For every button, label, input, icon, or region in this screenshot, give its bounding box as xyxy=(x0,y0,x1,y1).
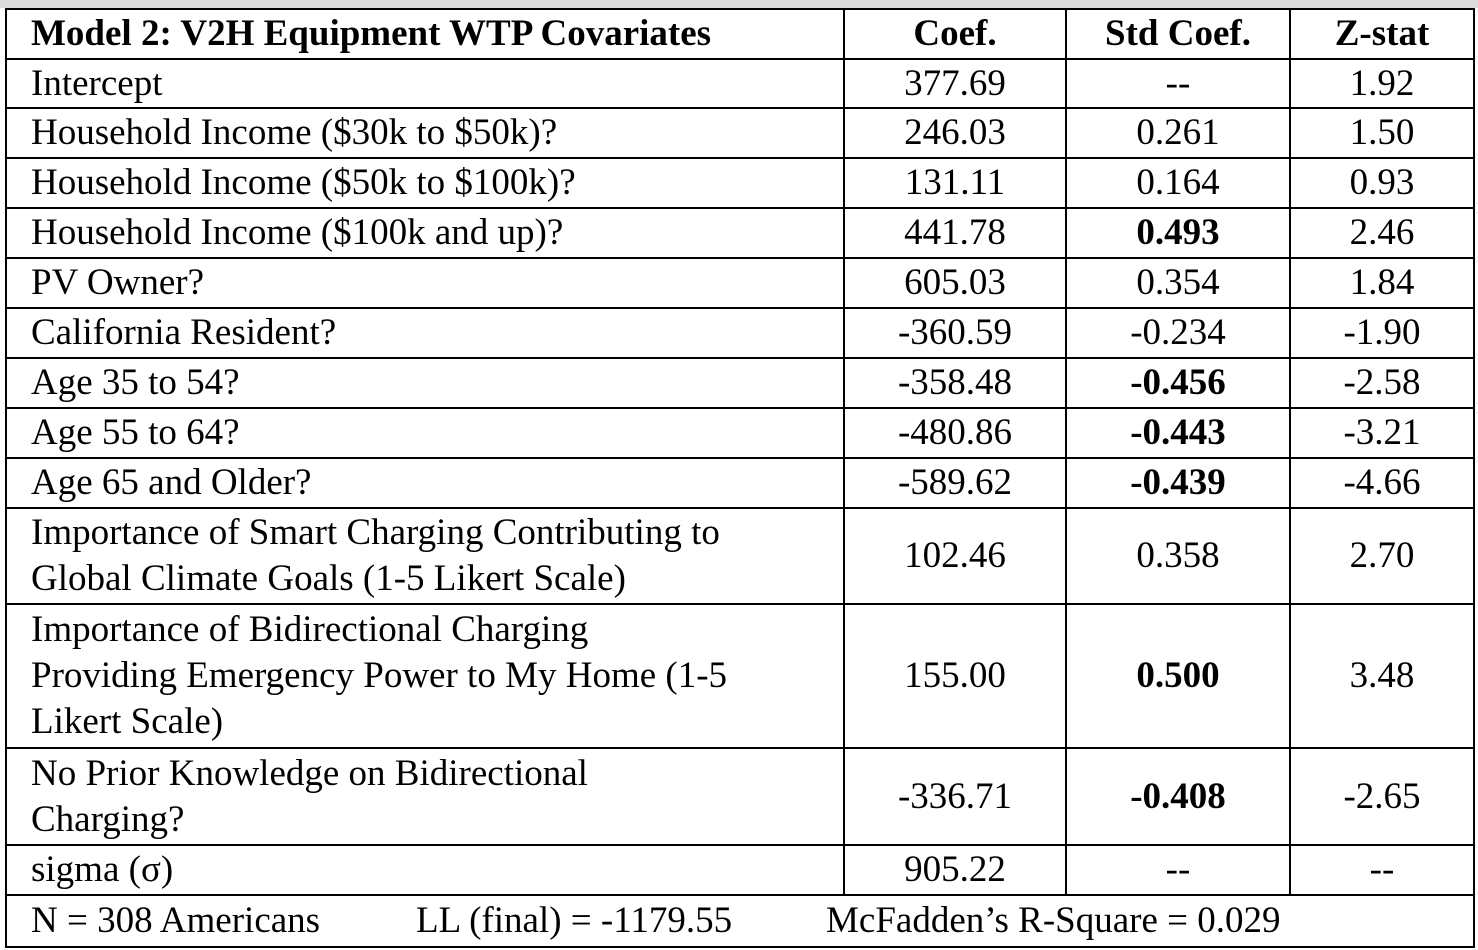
z-stat-cell: -2.58 xyxy=(1290,358,1474,408)
header-std-coef: Std Coef. xyxy=(1066,9,1290,59)
table-header-row xyxy=(6,9,1474,59)
table-row xyxy=(6,308,1474,358)
std-coef-cell: -0.456 xyxy=(1066,358,1290,408)
table-row xyxy=(6,845,1474,895)
table-row xyxy=(6,748,1474,845)
coef-cell: 605.03 xyxy=(844,258,1066,308)
std-coef-cell: -0.234 xyxy=(1066,308,1290,358)
wtp-covariates-table xyxy=(5,8,1475,948)
covariate-label: Age 65 and Older? xyxy=(6,458,844,508)
covariate-label: PV Owner? xyxy=(6,258,844,308)
table-row xyxy=(6,59,1474,108)
coef-cell: -589.62 xyxy=(844,458,1066,508)
table-row xyxy=(6,108,1474,158)
header-coef: Coef. xyxy=(844,9,1066,59)
coef-cell: 441.78 xyxy=(844,208,1066,258)
covariate-label: sigma (σ) xyxy=(6,845,844,895)
table-row xyxy=(6,258,1474,308)
std-coef-cell: 0.164 xyxy=(1066,158,1290,208)
std-coef-cell: -- xyxy=(1066,845,1290,895)
covariate-label: Age 35 to 54? xyxy=(6,358,844,408)
coef-cell: -358.48 xyxy=(844,358,1066,408)
z-stat-cell: 2.70 xyxy=(1290,508,1474,604)
coef-cell: 155.00 xyxy=(844,604,1066,748)
z-stat-cell: -2.65 xyxy=(1290,748,1474,845)
std-coef-cell: -- xyxy=(1066,59,1290,108)
top-border-band xyxy=(0,0,1478,8)
covariate-label: Household Income ($50k to $100k)? xyxy=(6,158,844,208)
z-stat-cell: -3.21 xyxy=(1290,408,1474,458)
coef-cell: -336.71 xyxy=(844,748,1066,845)
z-stat-cell: -1.90 xyxy=(1290,308,1474,358)
std-coef-cell: -0.439 xyxy=(1066,458,1290,508)
covariate-label: Intercept xyxy=(6,59,844,108)
header-z-stat: Z-stat xyxy=(1290,9,1474,59)
summary-cell xyxy=(6,895,1474,947)
std-coef-cell: 0.500 xyxy=(1066,604,1290,748)
covariate-label-line: Providing Emergency Power to My Home (1-5 xyxy=(31,655,728,696)
std-coef-cell: -0.443 xyxy=(1066,408,1290,458)
z-stat-cell: 1.92 xyxy=(1290,59,1474,108)
coef-cell: 246.03 xyxy=(844,108,1066,158)
covariate-label-line: Global Climate Goals (1-5 Likert Scale) xyxy=(31,558,626,599)
log-likelihood: LL (final) = -1179.55 xyxy=(416,900,733,941)
z-stat-cell: 1.50 xyxy=(1290,108,1474,158)
covariate-label: Household Income ($100k and up)? xyxy=(6,208,844,258)
covariate-label xyxy=(6,508,844,604)
coef-cell: 905.22 xyxy=(844,845,1066,895)
z-stat-cell: -- xyxy=(1290,845,1474,895)
table-row xyxy=(6,408,1474,458)
std-coef-cell: 0.493 xyxy=(1066,208,1290,258)
coef-cell: 102.46 xyxy=(844,508,1066,604)
std-coef-cell: 0.354 xyxy=(1066,258,1290,308)
coef-cell: -360.59 xyxy=(844,308,1066,358)
header-covariates: Model 2: V2H Equipment WTP Covariates xyxy=(6,9,844,59)
z-stat-cell: 3.48 xyxy=(1290,604,1474,748)
sample-size: N = 308 Americans xyxy=(31,900,321,941)
covariate-label xyxy=(6,748,844,845)
coef-cell: -480.86 xyxy=(844,408,1066,458)
std-coef-cell: 0.358 xyxy=(1066,508,1290,604)
table-row xyxy=(6,358,1474,408)
std-coef-cell: -0.408 xyxy=(1066,748,1290,845)
covariate-label-line: Charging? xyxy=(31,798,185,840)
table-row xyxy=(6,208,1474,258)
table-row xyxy=(6,158,1474,208)
summary-row xyxy=(6,895,1474,947)
mcfadden-r-square: McFadden’s R-Square = 0.029 xyxy=(826,900,1281,941)
covariate-label-line: Importance of Smart Charging Contributing to xyxy=(31,512,720,553)
z-stat-cell: 1.84 xyxy=(1290,258,1474,308)
table-row xyxy=(6,604,1474,748)
covariate-label: California Resident? xyxy=(6,308,844,358)
covariate-label-line: Importance of Bidirectional Charging xyxy=(31,609,589,650)
covariate-label xyxy=(6,604,844,748)
std-coef-cell: 0.261 xyxy=(1066,108,1290,158)
table-row xyxy=(6,458,1474,508)
z-stat-cell: 0.93 xyxy=(1290,158,1474,208)
coef-cell: 377.69 xyxy=(844,59,1066,108)
covariate-label-line: No Prior Knowledge on Bidirectional xyxy=(31,752,588,794)
covariate-label-line: Likert Scale) xyxy=(31,701,224,742)
coef-cell: 131.11 xyxy=(844,158,1066,208)
z-stat-cell: -4.66 xyxy=(1290,458,1474,508)
z-stat-cell: 2.46 xyxy=(1290,208,1474,258)
covariate-label: Household Income ($30k to $50k)? xyxy=(6,108,844,158)
table-row xyxy=(6,508,1474,604)
covariate-label: Age 55 to 64? xyxy=(6,408,844,458)
